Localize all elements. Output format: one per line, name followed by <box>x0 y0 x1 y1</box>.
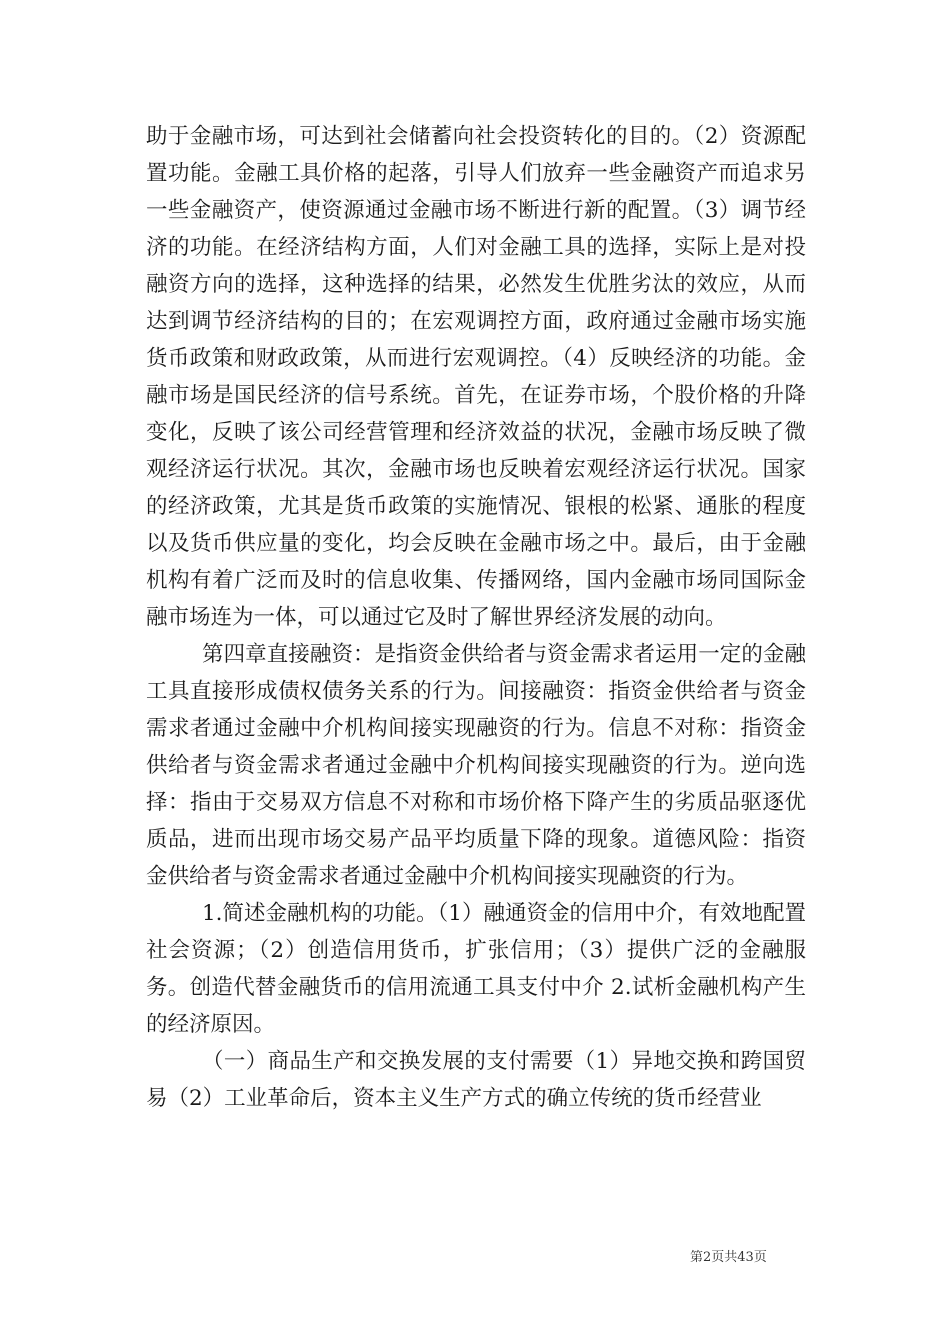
paragraph-financial-institution-functions: 1.简述金融机构的功能。（1）融通资金的信用中介，有效地配置社会资源；（2）创造信用货币，扩张信用；（3）提供广泛的金融服务。创造代替金融货币的信用流通工具支付中介 2.试析金融机构产生的经济原因。 <box>146 901 806 1037</box>
document-body <box>146 118 806 1117</box>
page-number-footer: 第2页共43页 <box>690 1250 767 1265</box>
paragraph-chapter-four-definitions: 第四章直接融资：是指资金供给者与资金需求者运用一定的金融工具直接形成债权债务关系的行为。间接融资：指资金供给者与资金需求者通过金融中介机构间接实现融资的行为。信息不对称：指资金供给者与资金需求者通过金融中介机构间接实现融资的行为。逆向选择：指由于交易双方信息不对称和市场价格下降产生的劣质品驱逐优质品，进而出现市场交易产品平均质量下降的现象。道德风险：指资金供给者与资金需求者通过金融中介机构间接实现融资的行为。 <box>146 642 806 889</box>
paragraph-financial-market-functions: 助于金融市场，可达到社会储蓄向社会投资转化的目的。（2）资源配置功能。金融工具价格的起落，引导人们放弃一些金融资产而追求另一些金融资产，使资源通过金融市场不断进行新的配置。（3）调节经济的功能。在经济结构方面，人们对金融工具的选择，实际上是对投融资方向的选择，这种选择的结果，必然发生优胜劣汰的效应，从而达到调节经济结构的目的；在宏观调控方面，政府通过金融市场实施货币政策和财政政策，从而进行宏观调控。（4）反映经济的功能。金融市场是国民经济的信号系统。首先，在证券市场，个股价格的升降变化，反映了该公司经营管理和经济效益的状况，金融市场反映了微观经济运行状况。其次，金融市场也反映着宏观经济运行状况。国家的经济政策，尤其是货币政策的实施情况、银根的松紧、通胀的程度以及货币供应量的变化，均会反映在金融市场之中。最后，由于金融机构有着广泛而及时的信息收集、传播网络，国内金融市场同国际金融市场连为一体，可以通过它及时了解世界经济发展的动向。 <box>146 124 806 630</box>
paragraph-economic-reasons: （一）商品生产和交换发展的支付需要（1）异地交换和跨国贸易（2）工业革命后，资本主义生产方式的确立传统的货币经营业 <box>146 1049 806 1111</box>
